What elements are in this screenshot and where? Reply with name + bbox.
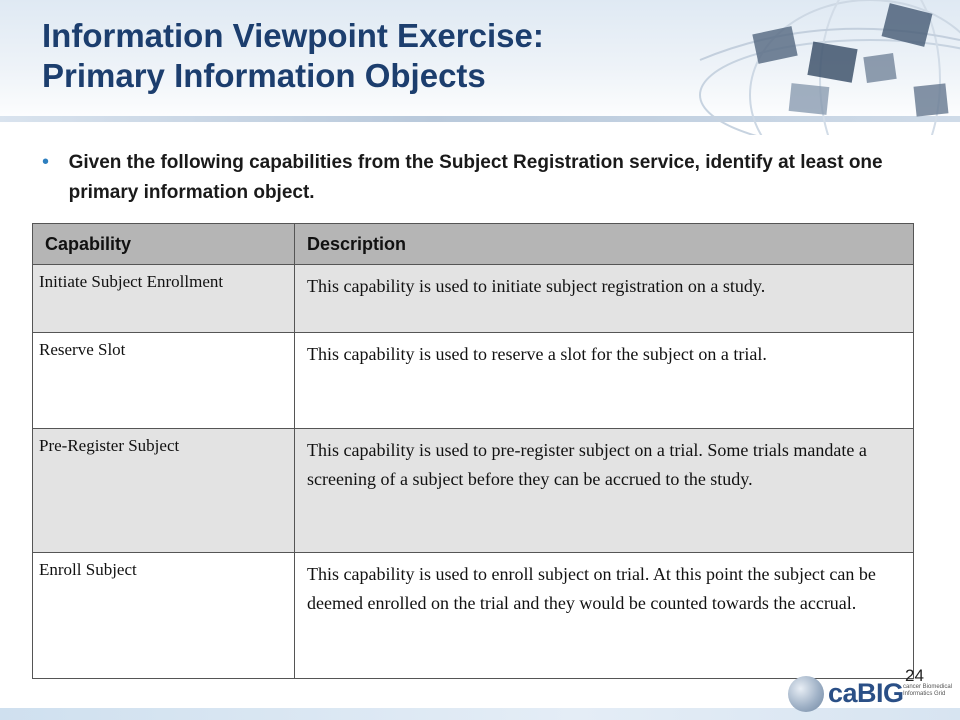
header-capability: Capability — [33, 224, 295, 265]
table-row — [33, 553, 914, 679]
table-row — [33, 429, 914, 553]
bullet-text: Given the following capabilities from the Subject Registration service, identify at least one primary information object. — [68, 152, 883, 203]
title-line-1: Information Viewpoint Exercise: — [42, 17, 544, 54]
capability-cell: Reserve Slot — [33, 333, 295, 429]
globe-logo-icon — [788, 676, 824, 712]
title-line-2: Primary Information Objects — [42, 57, 486, 94]
slide-title — [42, 16, 544, 96]
capability-cell: Initiate Subject Enrollment — [33, 265, 295, 333]
header-description: Description — [295, 224, 914, 265]
table-row — [33, 265, 914, 333]
capability-table — [32, 223, 914, 679]
description-cell: This capability is used to reserve a slot for the subject on a trial. — [295, 333, 914, 429]
logo-wordmark: caBIG — [828, 678, 904, 708]
capability-cell: Enroll Subject — [33, 553, 295, 679]
globe-graphic — [660, 0, 960, 135]
page-number: 24 — [905, 666, 924, 685]
table-header-row — [33, 224, 914, 265]
bullet-item — [42, 148, 902, 208]
logo-tagline: cancer Biomedical Informatics Grid — [903, 684, 953, 697]
table-row — [33, 333, 914, 429]
description-cell: This capability is used to pre-register subject on a trial. Some trials mandate a screening of a subject before they can be accrued to the study. — [295, 429, 914, 553]
bullet-dot-icon: • — [42, 151, 50, 173]
description-cell: This capability is used to enroll subject on trial. At this point the subject can be deemed enrolled on the trial and they would be counted towards the accrual. — [295, 553, 914, 679]
capability-cell: Pre-Register Subject — [33, 429, 295, 553]
cabig-logo — [782, 672, 960, 720]
description-cell: This capability is used to initiate subject registration on a study. — [295, 265, 914, 333]
